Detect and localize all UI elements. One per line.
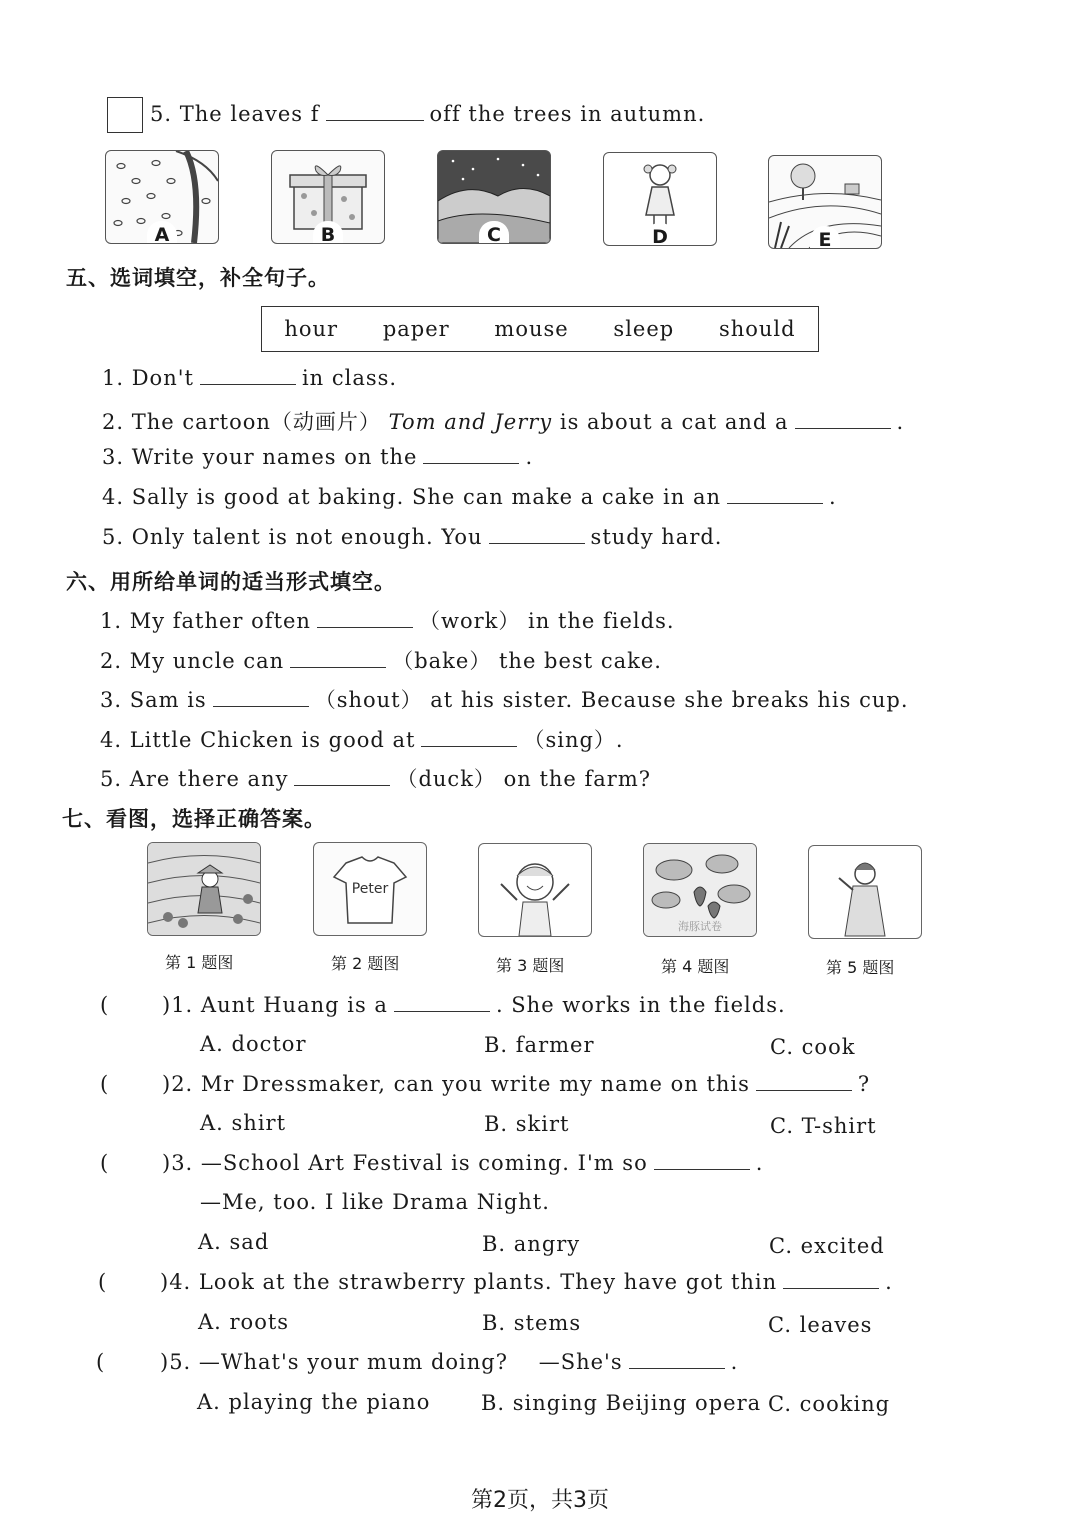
s7-q2-stem: )2. Mr Dressmaker, can you write my name on this ? xyxy=(162,1072,871,1096)
s5-q3: 3. Write your names on the . xyxy=(102,445,534,469)
option-b[interactable]: B. skirt xyxy=(484,1112,570,1136)
answer-paren[interactable]: ( xyxy=(100,1151,109,1175)
answer-blank[interactable] xyxy=(394,993,490,1012)
s7-q4-stem: )4. Look at the strawberry plants. They have got thin . xyxy=(160,1270,893,1294)
answer-paren[interactable]: ( xyxy=(100,993,109,1017)
word-bank-item: mouse xyxy=(494,317,569,341)
s6-q4: 4. Little Chicken is good at （sing）. xyxy=(100,728,624,752)
answer-paren[interactable]: ( xyxy=(98,1270,107,1294)
word-bank-item: paper xyxy=(382,317,450,341)
option-c[interactable]: C. cook xyxy=(770,1035,856,1059)
picture-a-falling-leaves: A xyxy=(105,150,219,244)
watermark-text: 海豚试卷 xyxy=(678,920,722,933)
page-number: 第2页，共3页 xyxy=(471,1488,609,1513)
s7-q3-stem: )3. —School Art Festival is coming. I'm so . xyxy=(162,1151,764,1175)
option-b[interactable]: B. farmer xyxy=(484,1033,595,1057)
option-a[interactable]: A. doctor xyxy=(200,1032,307,1056)
s4-q5: 5. The leaves f off the trees in autumn. xyxy=(150,102,706,126)
picture-caption: 第 2 题图 xyxy=(331,954,400,973)
s5-q5: 5. Only talent is not enough. You study hard. xyxy=(102,525,723,549)
shirt-name-text: Peter xyxy=(351,881,389,897)
answer-blank[interactable] xyxy=(317,609,413,628)
s6-q5: 5. Are there any （duck） on the farm? xyxy=(100,767,652,791)
answer-blank[interactable] xyxy=(727,485,823,504)
option-c[interactable]: C. excited xyxy=(769,1234,885,1258)
s7-q5-stem: )5. —What's your mum doing? —She's . xyxy=(160,1350,739,1374)
section6-heading: 六、用所给单词的适当形式填空。 xyxy=(66,569,396,594)
answer-paren[interactable]: ( xyxy=(100,1072,109,1096)
word-bank-item: hour xyxy=(284,317,339,341)
s5-q1: 1. Don't in class. xyxy=(102,366,398,390)
answer-blank[interactable] xyxy=(294,767,390,786)
s7-q1-stem: )1. Aunt Huang is a . She works in the fields. xyxy=(162,993,786,1017)
picture-caption: 第 4 题图 xyxy=(661,957,730,976)
option-b[interactable]: B. angry xyxy=(482,1232,581,1256)
picture-e-countryside: E xyxy=(768,155,882,249)
answer-blank[interactable] xyxy=(756,1072,852,1091)
word-bank-item: sleep xyxy=(613,317,675,341)
picture-b-gift-box: B xyxy=(271,150,385,244)
answer-blank[interactable] xyxy=(200,366,296,385)
answer-blank[interactable] xyxy=(423,445,519,464)
answer-blank[interactable] xyxy=(783,1270,879,1289)
picture-d-girl: D xyxy=(603,152,717,246)
word-bank xyxy=(261,306,819,352)
answer-blank[interactable] xyxy=(290,649,386,668)
answer-blank[interactable] xyxy=(629,1350,725,1369)
option-c[interactable]: C. cooking xyxy=(768,1392,891,1416)
s5-q4: 4. Sally is good at baking. She can make a cake in an . xyxy=(102,485,837,509)
picture-caption: 第 3 题图 xyxy=(496,956,565,975)
s5-q2: 2. The cartoon（动画片） Tom and Jerry is about a cat and a . xyxy=(102,410,905,434)
s7-q3-response: —Me, too. I like Drama Night. xyxy=(200,1190,550,1214)
answer-blank[interactable] xyxy=(326,102,424,121)
answer-paren[interactable]: ( xyxy=(96,1350,105,1374)
option-a[interactable]: A. sad xyxy=(198,1230,270,1254)
picture-caption: 第 1 题图 xyxy=(165,953,234,972)
option-a[interactable]: A. roots xyxy=(198,1310,290,1334)
s6-q2: 2. My uncle can （bake） the best cake. xyxy=(100,649,662,673)
answer-blank[interactable] xyxy=(213,688,309,707)
answer-blank[interactable] xyxy=(795,410,891,429)
picture-2-tshirt xyxy=(313,842,427,936)
s6-q1: 1. My father often （work） in the fields. xyxy=(100,609,675,633)
picture-caption: 第 5 题图 xyxy=(826,958,895,977)
option-b[interactable]: B. singing Beijing opera xyxy=(481,1391,762,1415)
picture-4-strawberry-plants xyxy=(643,843,757,937)
picture-3-excited-girl xyxy=(478,843,592,937)
picture-c-night-scene: C xyxy=(437,150,551,244)
answer-box[interactable] xyxy=(107,97,143,133)
answer-blank[interactable] xyxy=(489,525,585,544)
answer-blank[interactable] xyxy=(654,1151,750,1170)
answer-blank[interactable] xyxy=(421,728,517,747)
option-c[interactable]: C. leaves xyxy=(768,1313,873,1337)
picture-1-farmer xyxy=(147,842,261,936)
option-a[interactable]: A. shirt xyxy=(200,1111,287,1135)
option-c[interactable]: C. T-shirt xyxy=(770,1114,877,1138)
word-bank-item: should xyxy=(718,317,796,341)
option-b[interactable]: B. stems xyxy=(482,1311,582,1335)
s6-q3: 3. Sam is （shout） at his sister. Because she breaks his cup. xyxy=(100,688,909,712)
picture-5-mum-opera xyxy=(808,845,922,939)
option-a[interactable]: A. playing the piano xyxy=(197,1390,431,1414)
section7-heading: 七、看图，选择正确答案。 xyxy=(62,806,326,831)
section5-heading: 五、选词填空，补全句子。 xyxy=(66,265,330,290)
